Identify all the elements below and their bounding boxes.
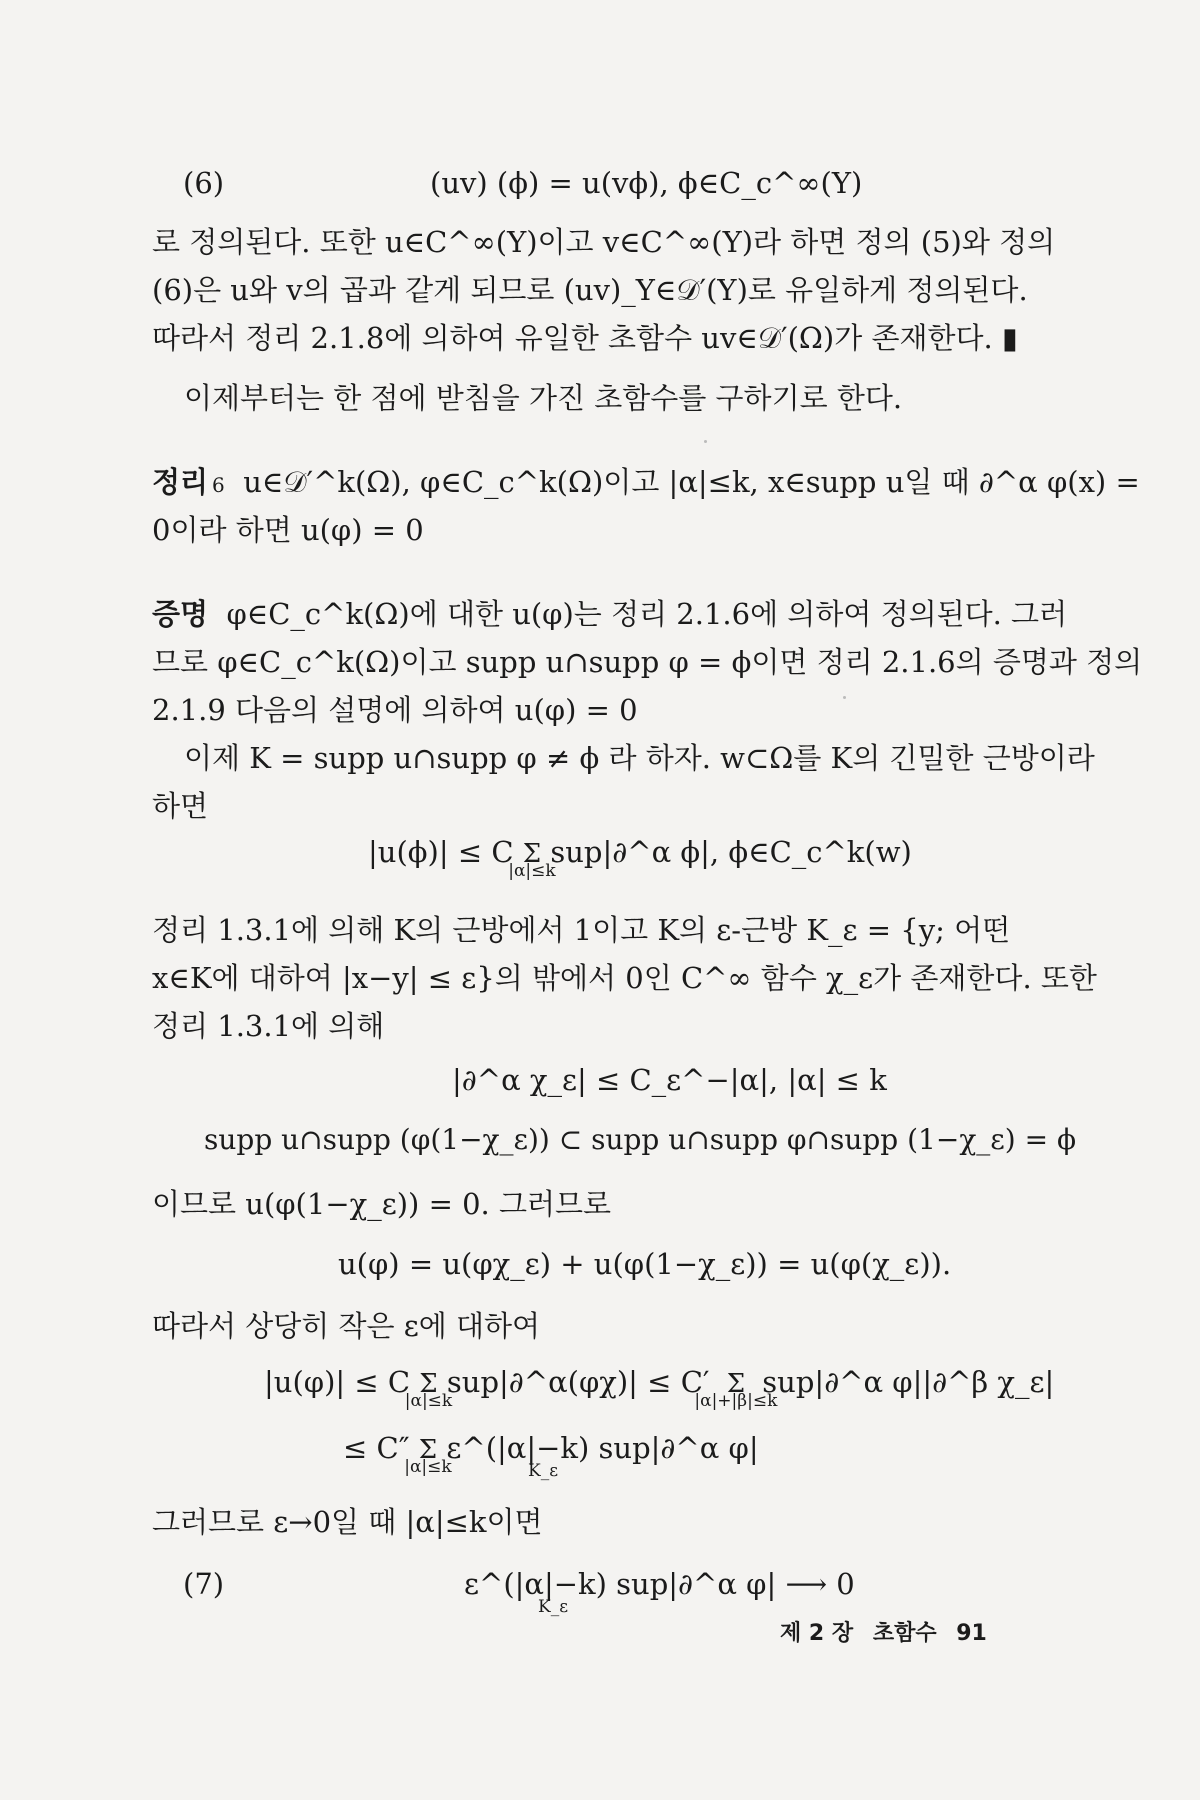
page-footer (780, 1616, 999, 1647)
proof-line: x∈K에 대하여 |x−y| ≤ ε}의 밖에서 0인 C^∞ 함수 χ_ε가 존재한다. 또한 (152, 961, 1097, 995)
equation-a: |u(ϕ)| ≤ C Σ |α|≤k sup|∂^α ϕ|, ϕ∈C_c^k(w) (368, 835, 912, 881)
equation-number-7: (7) (183, 1567, 225, 1601)
theorem-line (152, 462, 1140, 505)
equation-6: (uv) (ϕ) = u(vϕ), ϕ∈C_c^∞(Y) (430, 166, 863, 200)
proof-line: 정리 1.3.1에 의해 (152, 1009, 385, 1043)
proof-label: 증명 (152, 597, 209, 631)
sum-symbol: Σ (726, 1369, 746, 1399)
footer-title: 초함수 (872, 1621, 937, 1646)
proof-line: 이제 K = supp u∩supp φ ≠ ϕ 라 하자. w⊂Ω를 K의 긴밀한 근방이라 (184, 741, 1095, 775)
equation-number-6: (6) (183, 166, 225, 200)
paragraph-line: (6)은 u와 v의 곱과 같게 되므로 (uv)_Y∈𝒟′(Y)로 유일하게 정의된다. (152, 273, 1028, 307)
paragraph-line: 따라서 정리 2.1.8에 의하여 유일한 초함수 uv∈𝒟′(Ω)가 존재한다. ▮ (152, 321, 1018, 355)
equation-c: supp u∩supp (φ(1−χ_ε)) ⊂ supp u∩supp φ∩supp (1−χ_ε) = ϕ (204, 1123, 1077, 1156)
proof-line: 하면 (152, 789, 209, 823)
proof-line: 따라서 상당히 작은 ε에 대하여 (152, 1309, 541, 1343)
sum-symbol: Σ (419, 1369, 438, 1399)
proof-line: 2.1.9 다음의 설명에 의하여 u(φ) = 0 (152, 693, 638, 727)
proof-line (152, 594, 1068, 634)
equation-e: |u(φ)| ≤ C Σ |α|≤k sup|∂^α(φχ)| ≤ C′ Σ |α|+|β|≤k sup|∂^α φ||∂^β χ_ε| (264, 1365, 1055, 1411)
proof-line: 정리 1.3.1에 의해 K의 근방에서 1이고 K의 ε-근방 K_ε = {y; 어떤 (152, 913, 1011, 947)
footer-chapter: 제 2 장 (780, 1621, 854, 1646)
proof-text: φ∈C_c^k(Ω)에 대한 u(φ)는 정리 2.1.6에 의하여 정의된다. 그러 (226, 597, 1068, 631)
paragraph-line: 이제부터는 한 점에 받침을 가진 초함수를 구하기로 한다. (184, 381, 903, 415)
sum-index: |α|+|β|≤k (694, 1391, 778, 1411)
sum-index: |α|≤k (404, 1457, 452, 1477)
sum-index: |α|≤k (508, 861, 556, 881)
theorem-label: 정리 (152, 465, 209, 499)
sup-subscript: K_ε (538, 1597, 569, 1617)
theorem-line: 0이라 하면 u(φ) = 0 (152, 513, 424, 547)
page-number: 91 (956, 1621, 987, 1646)
scan-speck (704, 440, 707, 443)
sum-symbol: Σ (418, 1435, 438, 1465)
equation-b: |∂^α χ_ε| ≤ C_ε^−|α|, |α| ≤ k (452, 1063, 887, 1097)
proof-line: 그러므로 ε→0일 때 |α|≤k이면 (152, 1505, 543, 1539)
theorem-number: 6 (212, 473, 225, 497)
theorem-text: u∈𝒟′^k(Ω), φ∈C_c^k(Ω)이고 |α|≤k, x∈supp u일 때 ∂^α φ(x) = (243, 465, 1140, 499)
equation-d: u(φ) = u(φχ_ε) + u(φ(1−χ_ε)) = u(φ(χ_ε)). (338, 1247, 952, 1281)
sup-subscript: K_ε (528, 1461, 559, 1481)
paragraph-line: 로 정의된다. 또한 u∈C^∞(Y)이고 v∈C^∞(Y)라 하면 정의 (5)와 정의 (152, 225, 1056, 259)
proof-line: 므로 φ∈C_c^k(Ω)이고 supp u∩supp φ = ϕ이면 정리 2.1.6의 증명과 정의 (152, 645, 1143, 679)
sum-symbol: Σ (522, 839, 542, 869)
sum-index: |α|≤k (404, 1391, 453, 1411)
equation-f: ≤ C″ Σ |α|≤k ε^(|α|−k) sup|∂^α φ| (343, 1431, 759, 1477)
equation-7: ε^(|α|−k) sup|∂^α φ| ⟶ 0 (464, 1567, 855, 1601)
scan-speck (843, 696, 846, 699)
proof-line: 이므로 u(φ(1−χ_ε)) = 0. 그러므로 (152, 1187, 612, 1221)
